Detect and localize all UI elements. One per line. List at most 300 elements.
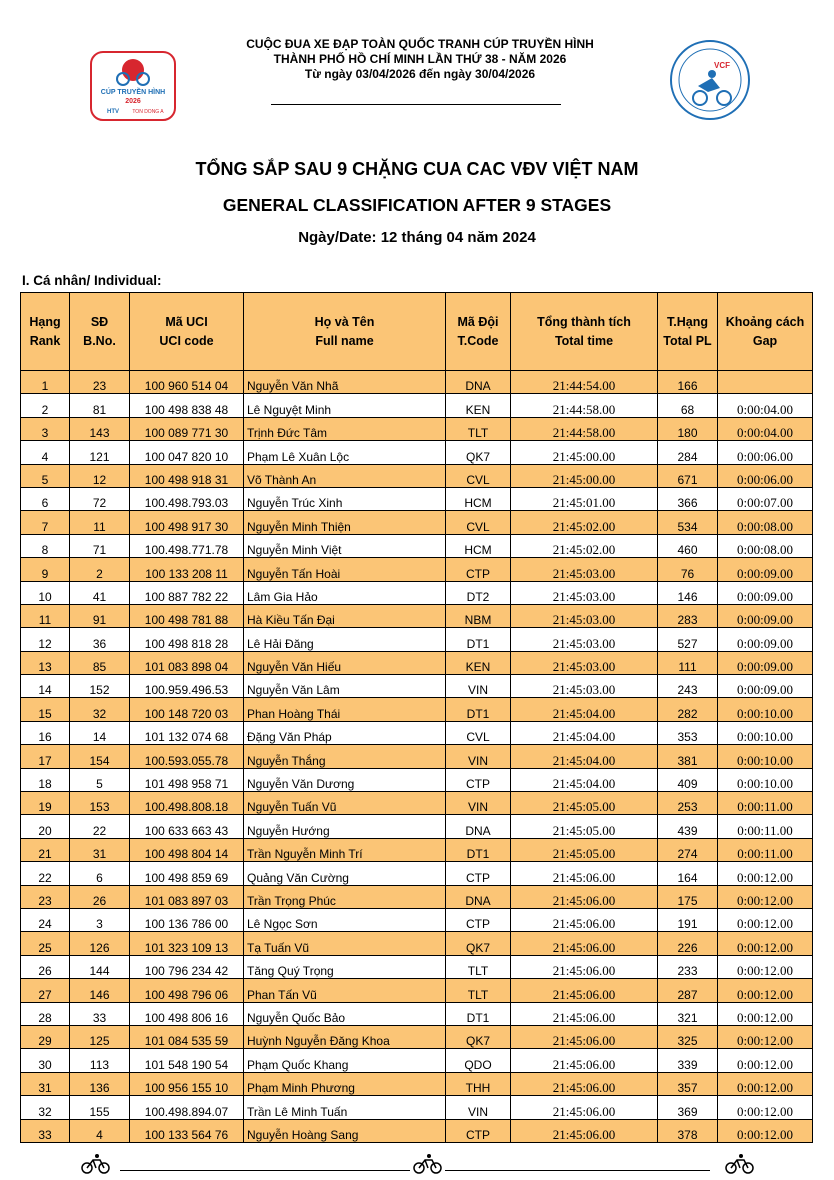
cell-total-pl: 233 xyxy=(658,955,718,978)
cell-gap: 0:00:12.00 xyxy=(718,862,813,885)
cell-rank: 11 xyxy=(21,604,70,627)
table-row xyxy=(21,955,813,978)
cell-rank: 15 xyxy=(21,698,70,721)
cell-total-time: 21:45:06.00 xyxy=(511,1049,658,1072)
cell-bib: 113 xyxy=(70,1049,130,1072)
cell-uci-code: 100 136 786 00 xyxy=(130,908,244,931)
cell-uci-code: 100 498 796 06 xyxy=(130,979,244,1002)
cell-uci-code: 101 323 109 13 xyxy=(130,932,244,955)
table-row xyxy=(21,558,813,581)
cell-total-time: 21:45:05.00 xyxy=(511,792,658,815)
cell-rank: 4 xyxy=(21,441,70,464)
cell-full-name: Đặng Văn Pháp xyxy=(244,721,446,744)
cell-total-pl: 527 xyxy=(658,628,718,651)
cell-gap: 0:00:10.00 xyxy=(718,745,813,768)
cell-total-time: 21:45:06.00 xyxy=(511,1119,658,1142)
cell-bib: 41 xyxy=(70,581,130,604)
table-row xyxy=(21,604,813,627)
table-row xyxy=(21,768,813,791)
cell-total-time: 21:45:03.00 xyxy=(511,651,658,674)
cell-uci-code: 100 148 720 03 xyxy=(130,698,244,721)
cell-team-code: HCM xyxy=(446,487,511,510)
cell-full-name: Trần Lê Minh Tuấn xyxy=(244,1096,446,1119)
cell-uci-code: 100 089 771 30 xyxy=(130,417,244,440)
cell-gap: 0:00:12.00 xyxy=(718,1002,813,1025)
cell-team-code: HCM xyxy=(446,534,511,557)
cell-total-pl: 253 xyxy=(658,792,718,815)
cell-total-time: 21:45:00.00 xyxy=(511,441,658,464)
cell-total-pl: 175 xyxy=(658,885,718,908)
cell-bib: 12 xyxy=(70,464,130,487)
cell-gap: 0:00:10.00 xyxy=(718,721,813,744)
cell-total-time: 21:45:01.00 xyxy=(511,487,658,510)
table-row xyxy=(21,1002,813,1025)
cell-total-time: 21:45:06.00 xyxy=(511,862,658,885)
cell-rank: 27 xyxy=(21,979,70,1002)
cell-total-pl: 146 xyxy=(658,581,718,604)
col-header-name: Họ và Tên Full name xyxy=(244,293,446,371)
table-row xyxy=(21,534,813,557)
cell-total-time: 21:45:06.00 xyxy=(511,955,658,978)
cell-total-time: 21:45:04.00 xyxy=(511,721,658,744)
cell-gap: 0:00:10.00 xyxy=(718,698,813,721)
cell-uci-code: 100 498 781 88 xyxy=(130,604,244,627)
cell-gap: 0:00:04.00 xyxy=(718,394,813,417)
cell-gap: 0:00:10.00 xyxy=(718,768,813,791)
cell-uci-code: 100 498 918 31 xyxy=(130,464,244,487)
logo-vcf-text: VCF xyxy=(714,61,730,70)
cell-team-code: VIN xyxy=(446,675,511,698)
cell-uci-code: 101 498 958 71 xyxy=(130,768,244,791)
cell-rank: 20 xyxy=(21,815,70,838)
cell-bib: 33 xyxy=(70,1002,130,1025)
cell-bib: 125 xyxy=(70,1025,130,1048)
cell-total-pl: 164 xyxy=(658,862,718,885)
table-row xyxy=(21,721,813,744)
cell-full-name: Hà Kiều Tấn Đại xyxy=(244,604,446,627)
cell-rank: 31 xyxy=(21,1072,70,1095)
cell-full-name: Lâm Gia Hảo xyxy=(244,581,446,604)
cell-rank: 24 xyxy=(21,908,70,931)
cell-team-code: CTP xyxy=(446,908,511,931)
cell-full-name: Nguyễn Trúc Xinh xyxy=(244,487,446,510)
logo-text-2: 2026 xyxy=(125,98,141,105)
cell-gap: 0:00:12.00 xyxy=(718,932,813,955)
cell-total-time: 21:44:58.00 xyxy=(511,394,658,417)
cell-uci-code: 100 047 820 10 xyxy=(130,441,244,464)
cell-full-name: Trịnh Đức Tâm xyxy=(244,417,446,440)
table-row xyxy=(21,792,813,815)
cell-total-pl: 287 xyxy=(658,979,718,1002)
page-date: Ngày/Date: 12 tháng 04 năm 2024 xyxy=(298,229,536,246)
col-header-total-pl: T.Hạng Total PL xyxy=(658,293,718,371)
cell-team-code: THH xyxy=(446,1072,511,1095)
cell-total-pl: 282 xyxy=(658,698,718,721)
cell-bib: 136 xyxy=(70,1072,130,1095)
cell-uci-code: 100.593.055.78 xyxy=(130,745,244,768)
cell-full-name: Nguyễn Thắng xyxy=(244,745,446,768)
cell-team-code: NBM xyxy=(446,604,511,627)
cell-gap: 0:00:12.00 xyxy=(718,908,813,931)
table-row xyxy=(21,698,813,721)
cell-bib: 4 xyxy=(70,1119,130,1142)
cell-rank: 12 xyxy=(21,628,70,651)
vcf-logo xyxy=(668,38,752,122)
cell-bib: 155 xyxy=(70,1096,130,1119)
cell-rank: 5 xyxy=(21,464,70,487)
cell-gap: 0:00:08.00 xyxy=(718,511,813,534)
cell-team-code: CTP xyxy=(446,558,511,581)
cell-uci-code: 101 548 190 54 xyxy=(130,1049,244,1072)
cell-full-name: Nguyễn Văn Nhã xyxy=(244,371,446,394)
cell-gap: 0:00:09.00 xyxy=(718,558,813,581)
cell-team-code: CTP xyxy=(446,1119,511,1142)
cell-uci-code: 101 132 074 68 xyxy=(130,721,244,744)
cell-gap: 0:00:07.00 xyxy=(718,487,813,510)
table-row xyxy=(21,862,813,885)
cell-uci-code: 100 960 514 04 xyxy=(130,371,244,394)
table-row xyxy=(21,932,813,955)
header-line-1: CUỘC ĐUA XE ĐẠP TOÀN QUỐC TRANH CÚP TRUYỀN HÌNH xyxy=(246,37,594,51)
cell-total-time: 21:45:03.00 xyxy=(511,675,658,698)
cell-total-pl: 283 xyxy=(658,604,718,627)
col-header-bib: SĐ B.No. xyxy=(70,293,130,371)
cell-uci-code: 101 084 535 59 xyxy=(130,1025,244,1048)
cell-full-name: Huỳnh Nguyễn Đăng Khoa xyxy=(244,1025,446,1048)
cell-team-code: CTP xyxy=(446,862,511,885)
cell-uci-code: 100 498 806 16 xyxy=(130,1002,244,1025)
table-row xyxy=(21,1072,813,1095)
cell-team-code: VIN xyxy=(446,1096,511,1119)
cell-uci-code: 101 083 898 04 xyxy=(130,651,244,674)
cell-uci-code: 100 133 208 11 xyxy=(130,558,244,581)
cell-team-code: CTP xyxy=(446,768,511,791)
cell-rank: 28 xyxy=(21,1002,70,1025)
cell-total-pl: 439 xyxy=(658,815,718,838)
cell-full-name: Phạm Lê Xuân Lộc xyxy=(244,441,446,464)
cell-full-name: Quảng Văn Cường xyxy=(244,862,446,885)
cell-gap: 0:00:09.00 xyxy=(718,581,813,604)
cell-bib: 144 xyxy=(70,955,130,978)
cell-team-code: KEN xyxy=(446,394,511,417)
cell-full-name: Tạ Tuấn Vũ xyxy=(244,932,446,955)
cell-total-time: 21:45:06.00 xyxy=(511,932,658,955)
table-row xyxy=(21,371,813,394)
cell-total-time: 21:45:04.00 xyxy=(511,768,658,791)
classification-table xyxy=(20,292,813,1143)
cell-gap: 0:00:09.00 xyxy=(718,675,813,698)
cell-team-code: QK7 xyxy=(446,1025,511,1048)
cell-bib: 6 xyxy=(70,862,130,885)
cell-rank: 9 xyxy=(21,558,70,581)
cell-bib: 121 xyxy=(70,441,130,464)
cell-bib: 143 xyxy=(70,417,130,440)
cell-team-code: DT1 xyxy=(446,1002,511,1025)
cell-full-name: Tăng Quý Trọng xyxy=(244,955,446,978)
cell-uci-code: 100 498 818 28 xyxy=(130,628,244,651)
table-row xyxy=(21,581,813,604)
cell-total-time: 21:45:02.00 xyxy=(511,534,658,557)
cell-total-time: 21:45:05.00 xyxy=(511,815,658,838)
cell-team-code: DNA xyxy=(446,815,511,838)
cell-rank: 6 xyxy=(21,487,70,510)
cell-bib: 32 xyxy=(70,698,130,721)
cell-uci-code: 100 498 917 30 xyxy=(130,511,244,534)
table-row xyxy=(21,815,813,838)
cell-total-pl: 534 xyxy=(658,511,718,534)
cyclist-icon xyxy=(724,1153,756,1175)
cell-total-pl: 357 xyxy=(658,1072,718,1095)
cell-gap: 0:00:12.00 xyxy=(718,1096,813,1119)
cell-total-time: 21:45:04.00 xyxy=(511,745,658,768)
cell-gap: 0:00:12.00 xyxy=(718,1049,813,1072)
cell-team-code: DNA xyxy=(446,371,511,394)
cell-bib: 22 xyxy=(70,815,130,838)
cell-full-name: Trần Nguyễn Minh Trí xyxy=(244,838,446,861)
table-row xyxy=(21,1119,813,1142)
cell-team-code: TLT xyxy=(446,955,511,978)
cell-gap: 0:00:12.00 xyxy=(718,885,813,908)
cell-full-name: Phạm Quốc Khang xyxy=(244,1049,446,1072)
cell-team-code: CVL xyxy=(446,464,511,487)
cell-team-code: DT2 xyxy=(446,581,511,604)
page-title-en: GENERAL CLASSIFICATION AFTER 9 STAGES xyxy=(222,195,612,215)
cell-full-name: Nguyễn Văn Lâm xyxy=(244,675,446,698)
cell-total-pl: 409 xyxy=(658,768,718,791)
cell-rank: 33 xyxy=(21,1119,70,1142)
cell-total-pl: 226 xyxy=(658,932,718,955)
cell-bib: 26 xyxy=(70,885,130,908)
cell-rank: 29 xyxy=(21,1025,70,1048)
cell-total-pl: 76 xyxy=(658,558,718,581)
cell-team-code: DT1 xyxy=(446,628,511,651)
cell-gap: 0:00:04.00 xyxy=(718,417,813,440)
cell-total-time: 21:45:06.00 xyxy=(511,1096,658,1119)
cell-uci-code: 100.498.894.07 xyxy=(130,1096,244,1119)
cell-team-code: CVL xyxy=(446,511,511,534)
cell-gap xyxy=(718,371,813,394)
cell-total-pl: 381 xyxy=(658,745,718,768)
cell-total-time: 21:45:06.00 xyxy=(511,885,658,908)
cell-total-pl: 284 xyxy=(658,441,718,464)
cell-total-time: 21:45:03.00 xyxy=(511,581,658,604)
cell-total-time: 21:45:06.00 xyxy=(511,1025,658,1048)
footer-divider-right xyxy=(445,1170,710,1171)
cell-bib: 153 xyxy=(70,792,130,815)
page-title-vn: TỔNG SẮP SAU 9 CHẶNG CUA CAC VĐV VIỆT NAM xyxy=(195,159,639,179)
table-row xyxy=(21,417,813,440)
logo-text-1: CÚP TRUYỀN HÌNH xyxy=(100,89,166,96)
cell-uci-code: 100 498 859 69 xyxy=(130,862,244,885)
cell-full-name: Nguyễn Tuấn Vũ xyxy=(244,792,446,815)
cell-uci-code: 100 498 838 48 xyxy=(130,394,244,417)
table-row xyxy=(21,745,813,768)
table-header-row xyxy=(21,293,813,371)
cell-rank: 7 xyxy=(21,511,70,534)
cell-gap: 0:00:09.00 xyxy=(718,651,813,674)
cell-gap: 0:00:09.00 xyxy=(718,604,813,627)
cell-gap: 0:00:12.00 xyxy=(718,1072,813,1095)
logo-text-3: HTV xyxy=(107,109,119,115)
cell-gap: 0:00:06.00 xyxy=(718,464,813,487)
cell-full-name: Nguyễn Quốc Bảo xyxy=(244,1002,446,1025)
cell-bib: 5 xyxy=(70,768,130,791)
cell-full-name: Nguyễn Hoàng Sang xyxy=(244,1119,446,1142)
cell-rank: 16 xyxy=(21,721,70,744)
cell-uci-code: 100.498.771.78 xyxy=(130,534,244,557)
col-header-time: Tổng thành tích Total time xyxy=(511,293,658,371)
section-title: I. Cá nhân/ Individual: xyxy=(22,273,162,288)
cell-rank: 32 xyxy=(21,1096,70,1119)
cell-total-pl: 180 xyxy=(658,417,718,440)
cell-rank: 2 xyxy=(21,394,70,417)
cell-gap: 0:00:11.00 xyxy=(718,838,813,861)
cell-team-code: TLT xyxy=(446,417,511,440)
cell-full-name: Nguyễn Hướng xyxy=(244,815,446,838)
cell-full-name: Phạm Minh Phương xyxy=(244,1072,446,1095)
cell-total-pl: 339 xyxy=(658,1049,718,1072)
cell-rank: 10 xyxy=(21,581,70,604)
cell-full-name: Phan Hoàng Thái xyxy=(244,698,446,721)
table-row xyxy=(21,394,813,417)
cell-gap: 0:00:08.00 xyxy=(718,534,813,557)
cell-rank: 1 xyxy=(21,371,70,394)
cell-rank: 14 xyxy=(21,675,70,698)
cyclist-icon xyxy=(412,1153,444,1175)
cell-total-pl: 191 xyxy=(658,908,718,931)
cell-uci-code: 100 887 782 22 xyxy=(130,581,244,604)
cell-total-pl: 68 xyxy=(658,394,718,417)
cell-team-code: TLT xyxy=(446,979,511,1002)
cell-gap: 0:00:12.00 xyxy=(718,979,813,1002)
table-row xyxy=(21,628,813,651)
cell-gap: 0:00:09.00 xyxy=(718,628,813,651)
table-row xyxy=(21,511,813,534)
cell-bib: 126 xyxy=(70,932,130,955)
cell-bib: 154 xyxy=(70,745,130,768)
cell-rank: 25 xyxy=(21,932,70,955)
table-row xyxy=(21,651,813,674)
table-row xyxy=(21,441,813,464)
cell-total-pl: 166 xyxy=(658,371,718,394)
cell-total-pl: 369 xyxy=(658,1096,718,1119)
cell-bib: 31 xyxy=(70,838,130,861)
cell-bib: 3 xyxy=(70,908,130,931)
cell-team-code: QK7 xyxy=(446,441,511,464)
cell-uci-code: 100 133 564 76 xyxy=(130,1119,244,1142)
cell-full-name: Nguyễn Tấn Hoài xyxy=(244,558,446,581)
table-row xyxy=(21,885,813,908)
cell-total-time: 21:45:00.00 xyxy=(511,464,658,487)
table-row xyxy=(21,464,813,487)
cell-full-name: Lê Hải Đăng xyxy=(244,628,446,651)
cell-total-time: 21:45:03.00 xyxy=(511,604,658,627)
table-row xyxy=(21,1025,813,1048)
table-row xyxy=(21,1049,813,1072)
cell-total-time: 21:44:58.00 xyxy=(511,417,658,440)
cell-full-name: Võ Thành An xyxy=(244,464,446,487)
cell-rank: 23 xyxy=(21,885,70,908)
cell-bib: 14 xyxy=(70,721,130,744)
cell-full-name: Lê Ngọc Sơn xyxy=(244,908,446,931)
cell-total-time: 21:45:06.00 xyxy=(511,908,658,931)
cell-rank: 26 xyxy=(21,955,70,978)
cell-gap: 0:00:12.00 xyxy=(718,1025,813,1048)
cell-uci-code: 101 083 897 03 xyxy=(130,885,244,908)
cell-bib: 71 xyxy=(70,534,130,557)
cell-bib: 23 xyxy=(70,371,130,394)
cell-uci-code: 100.959.496.53 xyxy=(130,675,244,698)
header-line-2: THÀNH PHỐ HỒ CHÍ MINH LẦN THỨ 38 - NĂM 2026 xyxy=(273,52,567,66)
cell-rank: 3 xyxy=(21,417,70,440)
cell-uci-code: 100 633 663 43 xyxy=(130,815,244,838)
cell-team-code: CVL xyxy=(446,721,511,744)
cell-total-pl: 111 xyxy=(658,651,718,674)
cell-team-code: VIN xyxy=(446,792,511,815)
cell-total-pl: 274 xyxy=(658,838,718,861)
cell-bib: 81 xyxy=(70,394,130,417)
cell-total-pl: 353 xyxy=(658,721,718,744)
cell-uci-code: 100 796 234 42 xyxy=(130,955,244,978)
cell-team-code: KEN xyxy=(446,651,511,674)
table-row xyxy=(21,838,813,861)
table-row xyxy=(21,908,813,931)
cell-total-time: 21:45:03.00 xyxy=(511,628,658,651)
cell-uci-code: 100 956 155 10 xyxy=(130,1072,244,1095)
cell-full-name: Nguyễn Minh Thiện xyxy=(244,511,446,534)
cell-team-code: QDO xyxy=(446,1049,511,1072)
cell-bib: 91 xyxy=(70,604,130,627)
table-row xyxy=(21,675,813,698)
cell-gap: 0:00:06.00 xyxy=(718,441,813,464)
col-header-uci: Mã UCI UCI code xyxy=(130,293,244,371)
cell-bib: 36 xyxy=(70,628,130,651)
cell-rank: 8 xyxy=(21,534,70,557)
table-row xyxy=(21,979,813,1002)
cell-total-time: 21:45:06.00 xyxy=(511,1002,658,1025)
cell-total-time: 21:44:54.00 xyxy=(511,371,658,394)
col-header-team: Mã Đội T.Code xyxy=(446,293,511,371)
cell-full-name: Nguyễn Văn Dương xyxy=(244,768,446,791)
cell-team-code: DT1 xyxy=(446,698,511,721)
cell-team-code: DT1 xyxy=(446,838,511,861)
cell-gap: 0:00:12.00 xyxy=(718,1119,813,1142)
cell-full-name: Trần Trọng Phúc xyxy=(244,885,446,908)
cell-total-time: 21:45:03.00 xyxy=(511,558,658,581)
cell-total-pl: 460 xyxy=(658,534,718,557)
cell-gap: 0:00:12.00 xyxy=(718,955,813,978)
cell-total-time: 21:45:04.00 xyxy=(511,698,658,721)
cell-rank: 22 xyxy=(21,862,70,885)
col-header-gap: Khoảng cách Gap xyxy=(718,293,813,371)
cell-full-name: Lê Nguyệt Minh xyxy=(244,394,446,417)
cell-total-time: 21:45:06.00 xyxy=(511,1072,658,1095)
cell-rank: 17 xyxy=(21,745,70,768)
cell-rank: 30 xyxy=(21,1049,70,1072)
header-divider xyxy=(271,104,561,105)
cell-uci-code: 100 498 804 14 xyxy=(130,838,244,861)
cell-rank: 18 xyxy=(21,768,70,791)
cell-total-pl: 325 xyxy=(658,1025,718,1048)
table-row xyxy=(21,487,813,510)
cell-total-time: 21:45:02.00 xyxy=(511,511,658,534)
cell-total-pl: 243 xyxy=(658,675,718,698)
cell-bib: 11 xyxy=(70,511,130,534)
cell-full-name: Phan Tấn Vũ xyxy=(244,979,446,1002)
cell-rank: 21 xyxy=(21,838,70,861)
cell-total-time: 21:45:05.00 xyxy=(511,838,658,861)
cyclist-icon xyxy=(80,1153,112,1175)
